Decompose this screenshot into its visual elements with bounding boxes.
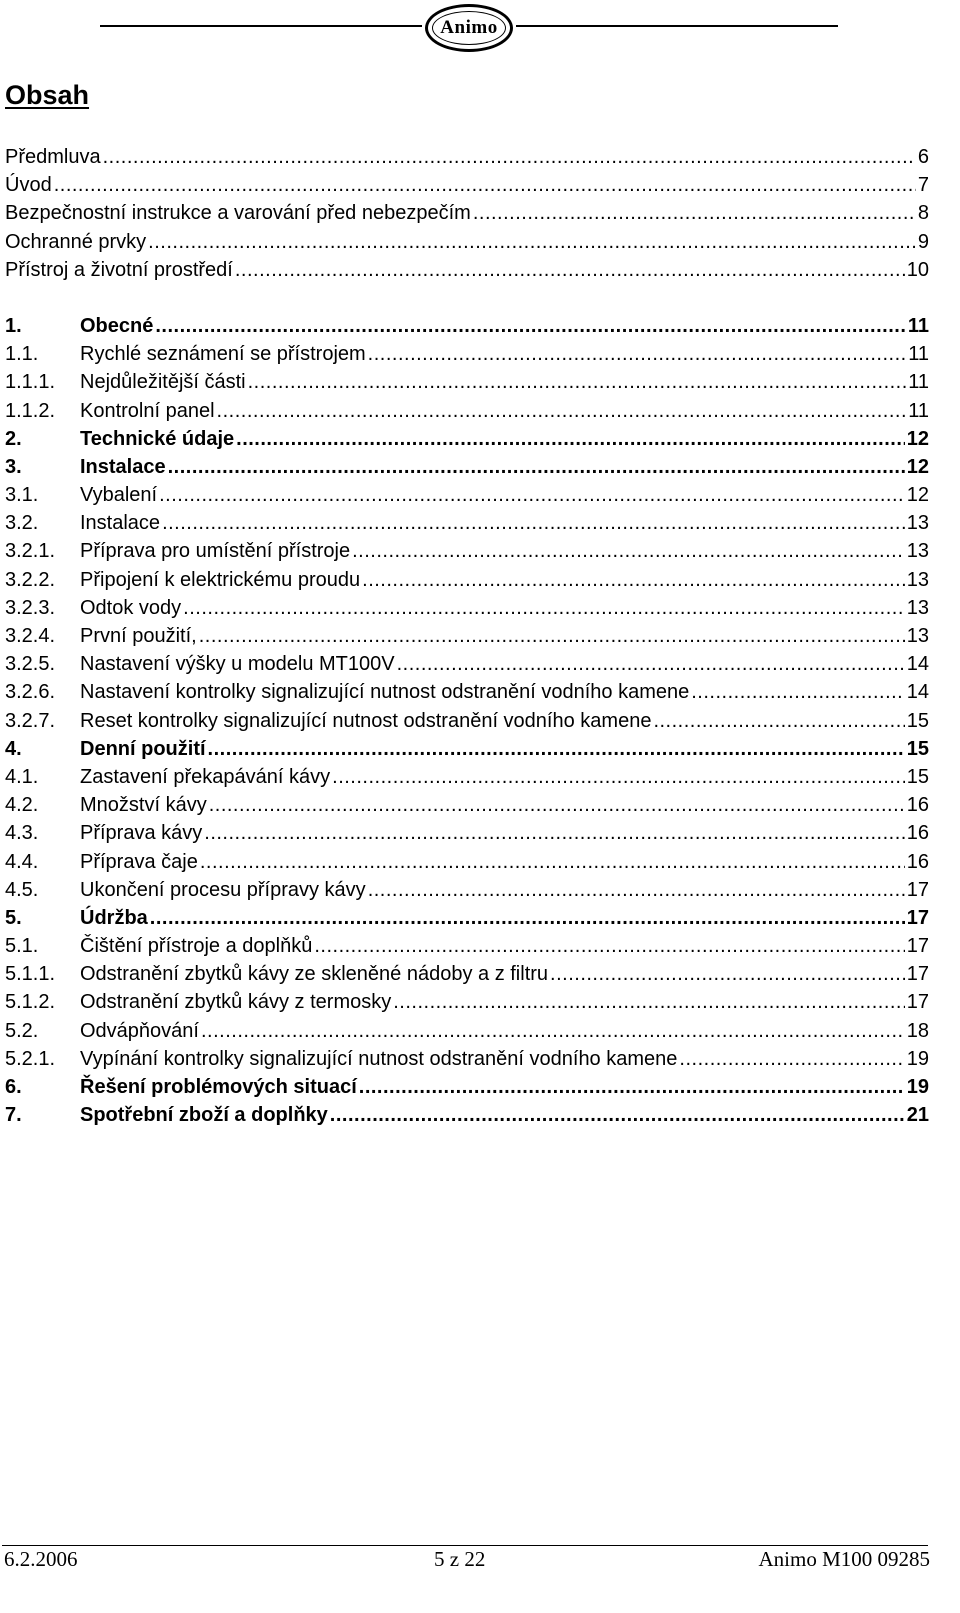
- toc-entry-page: 10: [906, 258, 929, 281]
- toc-entry-label: Instalace: [80, 512, 161, 535]
- toc-entry[interactable]: [5, 397, 929, 425]
- animo-logo: [425, 4, 513, 52]
- footer-page-number: 5 z 22: [434, 1547, 486, 1571]
- toc-dot-leader: [368, 876, 905, 904]
- toc-dot-leader: [393, 988, 905, 1016]
- toc-entry-number: 2.: [5, 427, 22, 450]
- toc-dot-leader: [155, 312, 905, 340]
- toc-entry-number: 3.2.6.: [5, 681, 56, 704]
- toc-entry-label: Spotřební zboží a doplňky: [80, 1104, 328, 1127]
- toc-entry-label: Řešení problémových situací: [80, 1076, 357, 1098]
- toc-entry-page: 9: [917, 230, 929, 253]
- toc-entry[interactable]: [5, 819, 929, 847]
- toc-entry-label: Čištění přístroje a doplňků: [80, 935, 313, 958]
- toc-dot-leader: [200, 848, 905, 876]
- toc-entry-page: 15: [906, 709, 929, 732]
- toc-entry-page: 17: [906, 906, 929, 929]
- toc-entry-page: 12: [906, 455, 929, 478]
- toc-dot-leader: [330, 1101, 905, 1129]
- toc-entry-number: 3.1.: [5, 484, 39, 507]
- toc-dot-leader: [162, 509, 905, 537]
- toc-entry-page: 18: [906, 1019, 929, 1042]
- toc-entry-label: Předmluva: [5, 146, 101, 168]
- toc-entry-page: 7: [917, 174, 929, 197]
- toc-dot-leader: [653, 707, 904, 735]
- toc-dot-leader: [208, 735, 905, 763]
- toc-entry-page: 17: [906, 991, 929, 1014]
- toc-entry-page: 17: [906, 878, 929, 901]
- toc-entry[interactable]: [5, 791, 929, 819]
- toc-dot-leader: [362, 566, 905, 594]
- toc-entry[interactable]: [5, 481, 929, 509]
- toc-dot-leader: [183, 594, 905, 622]
- toc-entry[interactable]: [5, 566, 929, 594]
- toc-entry[interactable]: [5, 312, 929, 340]
- toc-entry[interactable]: [5, 1017, 929, 1045]
- toc-entry[interactable]: [5, 368, 929, 396]
- toc-dot-leader: [217, 397, 907, 425]
- toc-entry[interactable]: [5, 171, 929, 199]
- toc-entry-page: 13: [906, 568, 929, 591]
- toc-entry[interactable]: [5, 453, 929, 481]
- toc-gap: [5, 284, 929, 312]
- toc-entry[interactable]: [5, 622, 929, 650]
- toc-dot-leader: [397, 650, 905, 678]
- toc-entry-number: 3.2.4.: [5, 625, 56, 647]
- toc-entry-number: 3.2.7.: [5, 709, 56, 732]
- footer-date: 6.2.2006: [4, 1547, 78, 1571]
- footer-model: Animo M100 09285: [758, 1547, 930, 1571]
- toc-entry-number: 7.: [5, 1104, 22, 1127]
- toc-dot-leader: [199, 622, 905, 650]
- toc-entry-number: 5.1.2.: [5, 991, 56, 1014]
- header-rule-right: [516, 25, 838, 27]
- toc-entry[interactable]: [5, 876, 929, 904]
- toc-entry-label: Reset kontrolky signalizující nutnost odstranění vodního kamene: [80, 709, 652, 732]
- toc-entry[interactable]: [5, 340, 929, 368]
- toc-entry-number: 1.1.: [5, 343, 39, 366]
- toc-dot-leader: [236, 425, 905, 453]
- toc-entry-label: Rychlé seznámení se přístrojem: [80, 343, 366, 366]
- toc-entry-page: 11: [908, 343, 929, 366]
- toc-dot-leader: [368, 340, 907, 368]
- toc-entry-label: Příprava kávy: [80, 822, 203, 845]
- toc-entry-label: Obecné: [80, 314, 154, 337]
- toc-entry-number: 4.1.: [5, 765, 39, 788]
- toc-entry-label: Kontrolní panel: [80, 399, 215, 422]
- toc-entry-label: Nastavení kontrolky signalizující nutnost odstranění vodního kamene: [80, 681, 690, 704]
- toc-entry-page: 11: [908, 399, 929, 422]
- toc-entry-label: Příprava pro umístění přístroje: [80, 540, 351, 563]
- toc-entry-page: 15: [906, 737, 929, 760]
- toc-entry[interactable]: [5, 594, 929, 622]
- toc-entry-number: 4.: [5, 737, 22, 760]
- toc-entry[interactable]: [5, 707, 929, 735]
- toc-entry[interactable]: [5, 425, 929, 453]
- toc-entry-page: 12: [906, 427, 929, 450]
- toc-entry[interactable]: [5, 1101, 929, 1129]
- toc-dot-leader: [204, 819, 904, 847]
- toc-entry-label: Nejdůležitější části: [80, 371, 246, 394]
- toc-entry-label: Technické údaje: [80, 427, 235, 450]
- toc-entry-page: 6: [917, 146, 929, 168]
- toc-entry-label: Odstranění zbytků kávy ze skleněné nádoby a z filtru: [80, 963, 549, 986]
- toc-entry[interactable]: [5, 735, 929, 763]
- toc-entry-label: Odtok vody: [80, 596, 182, 619]
- toc-entry-page: 13: [906, 625, 929, 647]
- toc-entry-page: 14: [906, 681, 929, 704]
- toc-entry-label: Odvápňování: [80, 1019, 199, 1042]
- toc-entry[interactable]: [5, 678, 929, 706]
- toc-entry[interactable]: [5, 537, 929, 565]
- toc-dot-leader: [359, 1073, 905, 1101]
- toc-entry-page: 11: [907, 314, 929, 337]
- toc-dot-leader: [54, 171, 916, 199]
- toc-entry[interactable]: [5, 199, 929, 227]
- toc-entry-number: 3.2.: [5, 512, 39, 535]
- toc-entry-label: Přístroj a životní prostředí: [5, 258, 233, 281]
- toc-entry-label: Ukončení procesu přípravy kávy: [80, 878, 366, 901]
- toc-entry-label: Vypínání kontrolky signalizující nutnost odstranění vodního kamene: [80, 1047, 678, 1070]
- toc-dot-leader: [679, 1045, 904, 1073]
- toc-dot-leader: [352, 537, 905, 565]
- toc-entry[interactable]: [5, 143, 929, 171]
- toc-dot-leader: [159, 481, 905, 509]
- toc-entry[interactable]: [5, 960, 929, 988]
- toc-entry-number: 3.2.5.: [5, 653, 56, 676]
- toc-dot-leader: [209, 791, 905, 819]
- toc-entry[interactable]: [5, 228, 929, 256]
- toc-entry[interactable]: [5, 932, 929, 960]
- toc-entry[interactable]: [5, 509, 929, 537]
- toc-entry-label: Odstranění zbytků kávy z termosky: [80, 991, 392, 1014]
- toc-entry-number: 4.2.: [5, 794, 39, 817]
- toc-entry-label: Vybalení: [80, 484, 158, 507]
- toc-dot-leader: [201, 1017, 905, 1045]
- table-of-contents: [5, 143, 929, 1129]
- toc-entry-page: 12: [906, 484, 929, 507]
- toc-entry-label: Ochranné prvky: [5, 230, 147, 253]
- toc-entry[interactable]: [5, 256, 929, 284]
- toc-entry-page: 8: [917, 202, 929, 225]
- toc-entry-number: 3.2.2.: [5, 568, 56, 591]
- logo-text: Animo: [440, 17, 498, 38]
- toc-dot-leader: [550, 960, 905, 988]
- toc-entry-page: 21: [906, 1104, 929, 1127]
- toc-entry[interactable]: [5, 1045, 929, 1073]
- toc-dot-leader: [103, 143, 916, 171]
- toc-entry-page: 16: [906, 850, 929, 873]
- toc-entry-page: 19: [906, 1076, 929, 1098]
- toc-entry-page: 13: [906, 596, 929, 619]
- toc-entry-number: 4.3.: [5, 822, 39, 845]
- toc-entry-number: 3.2.1.: [5, 540, 56, 563]
- toc-dot-leader: [473, 199, 916, 227]
- toc-entry-label: Denní použití: [80, 737, 206, 760]
- toc-dot-leader: [168, 453, 905, 481]
- toc-entry-page: 17: [906, 963, 929, 986]
- toc-dot-leader: [235, 256, 905, 284]
- toc-entry-page: 13: [906, 512, 929, 535]
- page-header: [0, 0, 960, 60]
- toc-dot-leader: [148, 228, 916, 256]
- toc-entry-label: Připojení k elektrickému proudu: [80, 568, 361, 591]
- toc-entry-number: 5.1.1.: [5, 963, 56, 986]
- toc-entry-number: 1.1.2.: [5, 399, 56, 422]
- toc-entry-number: 4.5.: [5, 878, 39, 901]
- toc-entry-page: 17: [906, 935, 929, 958]
- toc-entry-page: 16: [906, 822, 929, 845]
- page-title: Obsah: [5, 80, 90, 110]
- toc-entry-page: 14: [906, 653, 929, 676]
- toc-entry-label: Instalace: [80, 455, 166, 478]
- toc-entry-number: 4.4.: [5, 850, 39, 873]
- toc-dot-leader: [691, 678, 905, 706]
- toc-dot-leader: [248, 368, 907, 396]
- toc-entry-label: Bezpečnostní instrukce a varování před nebezpečím: [5, 202, 471, 225]
- toc-entry-label: Množství kávy: [80, 794, 207, 817]
- toc-entry-page: 16: [906, 794, 929, 817]
- toc-entry-number: 1.: [5, 314, 22, 337]
- toc-entry-number: 3.2.3.: [5, 596, 56, 619]
- toc-entry[interactable]: [5, 763, 929, 791]
- toc-entry-label: Úvod: [5, 174, 52, 197]
- toc-entry-page: 11: [908, 371, 929, 394]
- toc-entry[interactable]: [5, 650, 929, 678]
- toc-entry-page: 19: [906, 1047, 929, 1070]
- toc-dot-leader: [150, 904, 905, 932]
- toc-entry-label: První použití,: [80, 625, 197, 647]
- toc-entry[interactable]: [5, 1073, 929, 1101]
- toc-dot-leader: [332, 763, 905, 791]
- header-rule-left: [100, 25, 422, 27]
- toc-entry-number: 1.1.1.: [5, 371, 56, 394]
- toc-entry[interactable]: [5, 848, 929, 876]
- toc-entry[interactable]: [5, 988, 929, 1016]
- toc-entry-page: 15: [906, 765, 929, 788]
- toc-entry-label: Příprava čaje: [80, 850, 198, 873]
- toc-entry-label: Údržba: [80, 906, 148, 929]
- toc-entry-number: 5.2.: [5, 1019, 39, 1042]
- toc-entry-number: 5.2.1.: [5, 1047, 56, 1070]
- toc-entry-number: 5.1.: [5, 935, 39, 958]
- toc-entry-label: Zastavení překapávání kávy: [80, 765, 331, 788]
- toc-entry-page: 13: [906, 540, 929, 563]
- toc-entry[interactable]: [5, 904, 929, 932]
- toc-entry-number: 6.: [5, 1076, 22, 1098]
- toc-entry-label: Nastavení výšky u modelu MT100V: [80, 653, 395, 676]
- toc-dot-leader: [314, 932, 904, 960]
- toc-entry-number: 3.: [5, 455, 22, 478]
- toc-entry-number: 5.: [5, 906, 22, 929]
